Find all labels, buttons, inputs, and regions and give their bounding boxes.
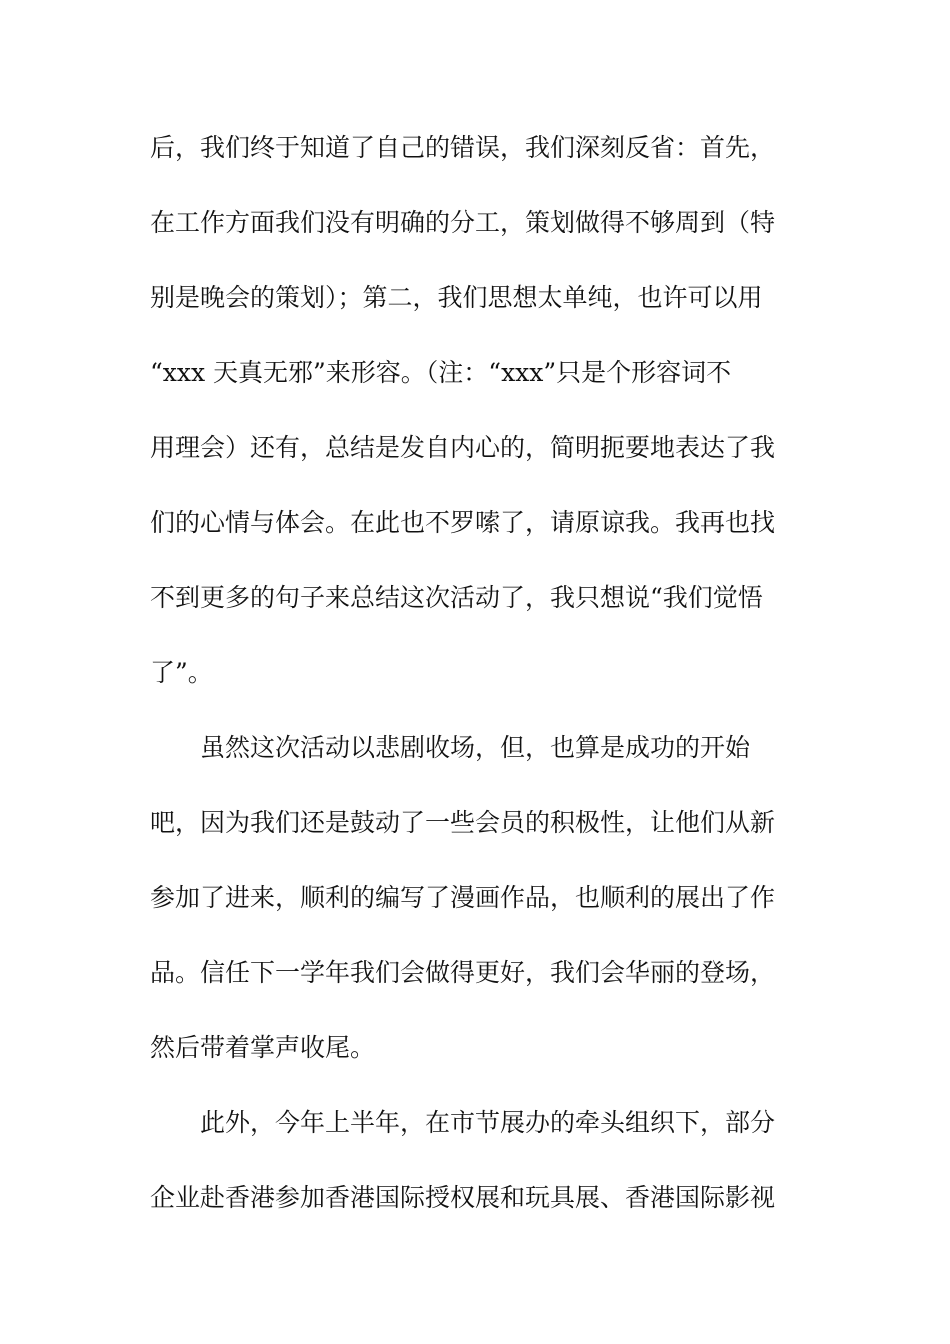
text-line: 在工作方面我们没有明确的分工，策划做得不够周到（特 — [150, 208, 776, 237]
text-line: 企业赴香港参加香港国际授权展和玩具展、香港国际影视 — [150, 1183, 776, 1212]
text-line: “xxx 天真无邪”来形容。（注：“xxx”只是个形容词不 — [150, 358, 732, 387]
text-line: 参加了进来，顺利的编写了漫画作品，也顺利的展出了作 — [150, 883, 776, 912]
text-line: 们的心情与体会。在此也不罗嗦了，请原谅我。我再也找 — [150, 508, 776, 537]
text-line: 吧，因为我们还是鼓动了一些会员的积极性，让他们从新 — [150, 808, 776, 837]
text-line: 后，我们终于知道了自己的错误，我们深刻反省：首先， — [150, 133, 776, 162]
text-line: 不到更多的句子来总结这次活动了，我只想说“我们觉悟 — [150, 583, 763, 612]
text-line: 品。信任下一学年我们会做得更好，我们会华丽的登场， — [150, 958, 776, 987]
paragraph-first-line: 此外，今年上半年，在市节展办的牵头组织下，部分 — [200, 1108, 776, 1137]
text-line: 然后带着掌声收尾。 — [150, 1033, 376, 1062]
text-line: 用理会）还有，总结是发自内心的，简明扼要地表达了我 — [150, 433, 776, 462]
text-line: 了”。 — [150, 658, 213, 687]
document-body — [150, 128, 800, 1253]
paragraph-first-line: 虽然这次活动以悲剧收场，但，也算是成功的开始 — [200, 733, 751, 762]
text-line: 别是晚会的策划）；第二，我们思想太单纯，也许可以用 — [150, 283, 763, 312]
